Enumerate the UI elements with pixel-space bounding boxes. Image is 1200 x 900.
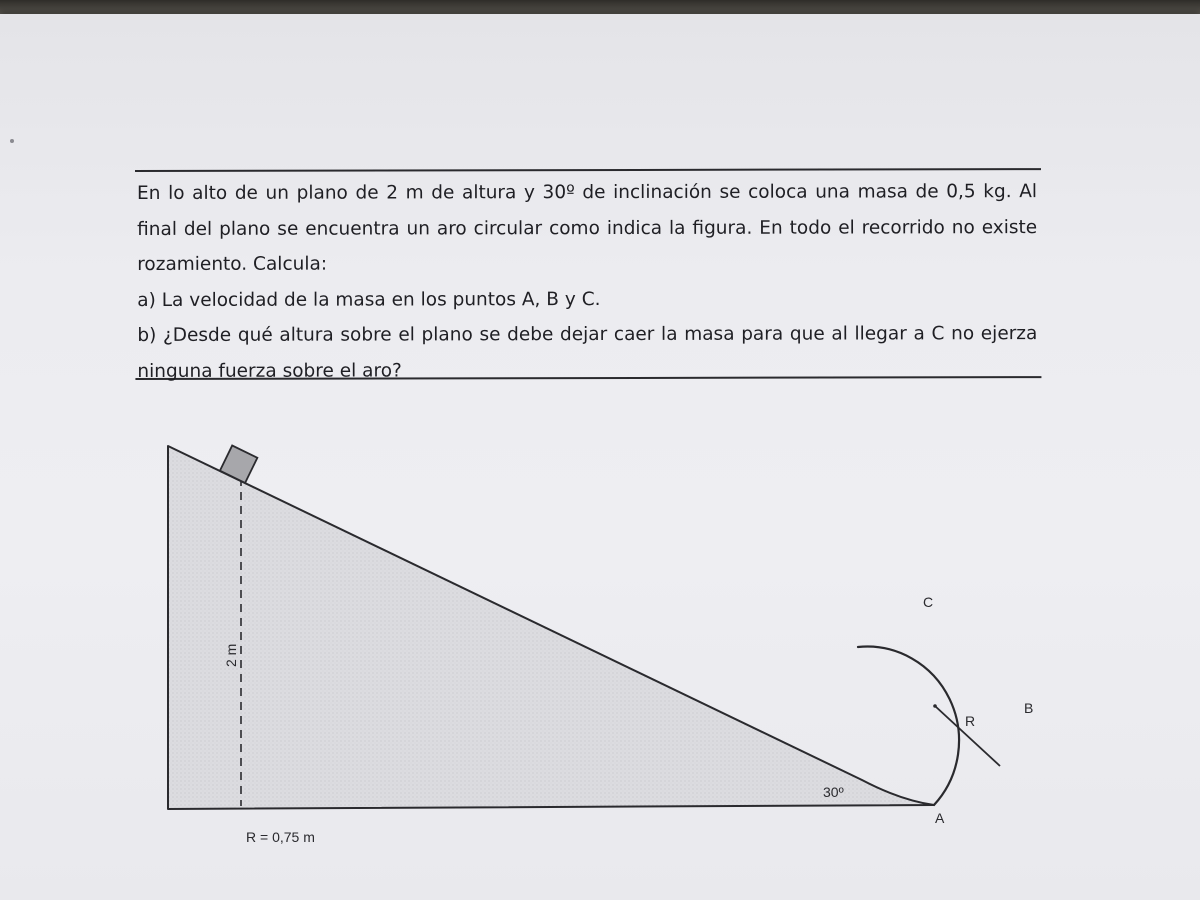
radius-label: R bbox=[965, 713, 976, 729]
point-b-label: B bbox=[1024, 700, 1034, 716]
circular-loop bbox=[858, 647, 959, 805]
problem-line-2: final del plano se encuentra un aro circular como indica la figura. En todo el recorrido no existe bbox=[137, 216, 1038, 240]
problem-line-4: a) La velocidad de la masa en los puntos A, B y C. bbox=[137, 288, 601, 311]
problem-line-3: rozamiento. Calcula: bbox=[137, 253, 328, 275]
inclined-plane bbox=[168, 446, 934, 809]
problem-line-6: ninguna fuerza sobre el aro? bbox=[137, 359, 402, 382]
problem-line-1: En lo alto de un plano de 2 m de altura y 30º de inclinación se coloca una masa de 0,5 kg. Al bbox=[137, 181, 1038, 204]
point-a-label: A bbox=[935, 810, 945, 826]
radius-caption: R = 0,75 m bbox=[246, 829, 315, 845]
height-label: 2 m bbox=[223, 643, 239, 667]
loop-center-dot bbox=[933, 704, 937, 708]
angle-label: 30º bbox=[823, 784, 844, 800]
problem-line-5: b) ¿Desde qué altura sobre el plano se debe dejar caer la masa para que al llegar a C no ejerza bbox=[137, 323, 1038, 346]
point-c-label: C bbox=[923, 594, 934, 610]
